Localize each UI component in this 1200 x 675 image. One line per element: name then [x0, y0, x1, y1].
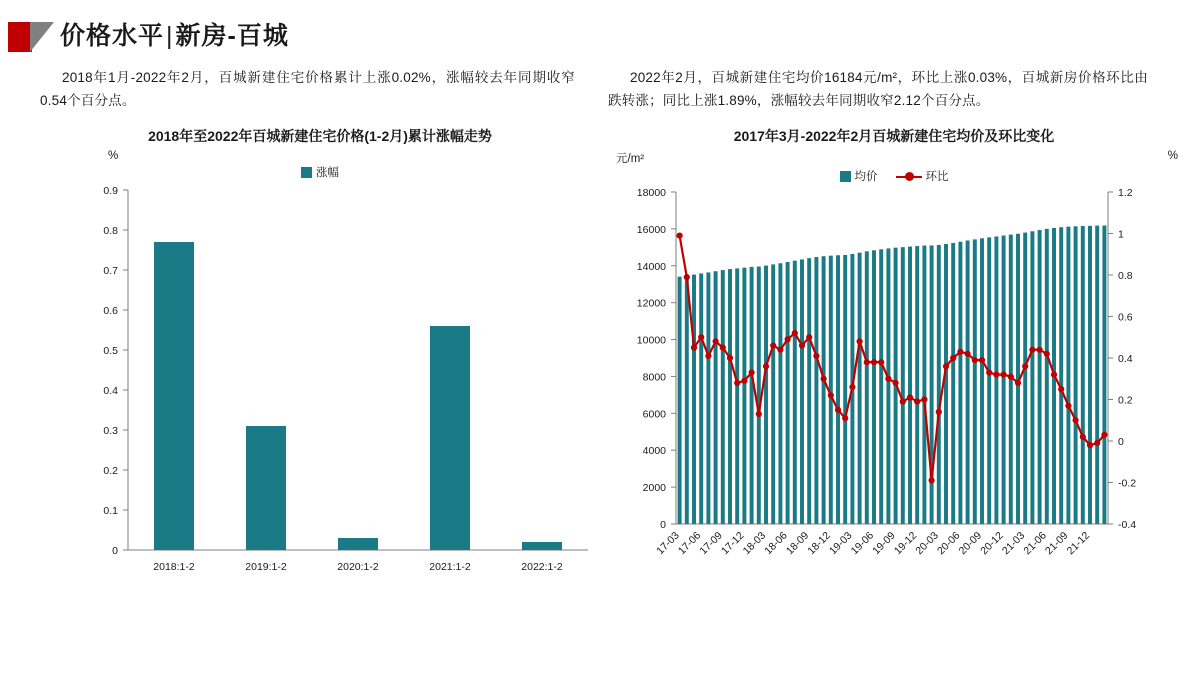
- bar: [886, 248, 890, 524]
- x-axis-category-label: 21-06: [1021, 529, 1049, 558]
- x-axis-category-label: 17-06: [675, 529, 704, 558]
- bar: [1066, 227, 1070, 524]
- y-axis-tick-label: 4000: [642, 445, 666, 458]
- line-marker: [792, 330, 798, 336]
- bar: [836, 255, 840, 524]
- right-lead-text: 2022年2月，百城新建住宅均价16184元/m²，环比上涨0.03%，百城新房价格环比由跌转涨；同比上涨1.89%，涨幅较去年同期收窄2.12个百分点。: [608, 70, 1148, 108]
- line-marker: [857, 338, 863, 344]
- line-marker: [734, 380, 740, 386]
- page-title: [60, 16, 289, 52]
- line-marker: [943, 363, 949, 369]
- line-marker: [993, 372, 999, 378]
- line-marker: [950, 355, 956, 361]
- line-marker: [691, 345, 697, 351]
- line-marker: [957, 349, 963, 355]
- line-marker: [936, 409, 942, 415]
- bar: [246, 426, 286, 550]
- bar: [786, 262, 790, 524]
- line-marker: [871, 359, 877, 365]
- header-mark-icon: [8, 22, 54, 52]
- bar: [800, 259, 804, 524]
- line-marker: [749, 369, 755, 375]
- bar: [757, 267, 761, 524]
- line-marker: [1008, 374, 1014, 380]
- legend-item-junjia: [840, 168, 878, 184]
- bar: [966, 241, 970, 524]
- right-chart-title: 2017年3月-2022年2月百城新建住宅均价及环比变化: [733, 128, 1055, 144]
- line-marker: [763, 363, 769, 369]
- line-marker: [756, 411, 762, 417]
- bar: [1081, 226, 1085, 524]
- legend-swatch-icon: [840, 171, 851, 182]
- bar: [430, 326, 470, 550]
- y-axis-tick-label: 0.9: [103, 185, 118, 197]
- bar: [721, 270, 725, 524]
- bar: [678, 277, 682, 524]
- x-axis-category-label: 19-03: [827, 529, 855, 558]
- bar: [1038, 230, 1042, 524]
- secondary-y-axis-tick-label: 0: [1118, 436, 1124, 448]
- line-marker: [741, 378, 747, 384]
- x-axis-category-label: 20-09: [956, 529, 985, 558]
- x-axis-category-label: 2020:1-2: [337, 561, 379, 573]
- line-marker: [1051, 372, 1057, 378]
- y-axis-tick-label: 18000: [636, 187, 666, 199]
- x-axis-category-label: 17-03: [654, 529, 682, 558]
- line-marker: [849, 384, 855, 390]
- line-marker: [1001, 372, 1007, 378]
- line-marker: [677, 232, 683, 238]
- bar: [764, 266, 768, 524]
- x-axis-category-label: 19-09: [870, 529, 898, 558]
- secondary-y-axis-tick-label: -0.2: [1118, 477, 1137, 490]
- line-marker: [705, 353, 711, 359]
- y-axis-tick-label: 0.3: [103, 425, 118, 437]
- line-marker: [1080, 434, 1086, 440]
- line-marker: [979, 357, 985, 363]
- line-marker: [1087, 442, 1093, 448]
- bar: [822, 256, 826, 524]
- x-axis-category-label: 20-06: [935, 529, 963, 558]
- bar: [858, 253, 862, 524]
- bar: [951, 243, 955, 524]
- right-chart-svg: [608, 184, 1180, 599]
- x-axis-category-label: 19-12: [891, 529, 920, 558]
- y-axis-tick-label: 10000: [636, 334, 666, 347]
- bar: [338, 538, 378, 550]
- page-title-sub: 新房-百城: [175, 22, 289, 50]
- bar: [1030, 231, 1034, 524]
- x-axis-category-label: 2018:1-2: [153, 561, 195, 573]
- x-axis-category-label: 20-03: [913, 529, 941, 558]
- right-combo-chart: [608, 184, 1180, 599]
- line-marker: [698, 334, 704, 340]
- line-marker: [1065, 403, 1071, 409]
- bar: [908, 247, 912, 524]
- x-axis-category-label: 18-12: [805, 529, 833, 558]
- line-marker: [1073, 417, 1079, 423]
- line-marker: [720, 345, 726, 351]
- x-axis-category-label: 2021:1-2: [429, 561, 471, 573]
- y-axis-tick-label: 0: [660, 519, 666, 531]
- line-marker: [1058, 386, 1064, 392]
- right-axis-units: [608, 150, 1180, 166]
- right-axis-unit-left: 元/m²: [616, 153, 645, 165]
- line-marker: [1029, 347, 1035, 353]
- left-axis-unit: %: [108, 150, 119, 162]
- line-marker: [1094, 440, 1100, 446]
- left-chart-title: 2018年至2022年百城新建住宅价格(1-2月)累计涨幅走势: [148, 128, 492, 144]
- y-axis-tick-label: 0.1: [103, 505, 118, 517]
- x-axis-category-label: 18-09: [783, 529, 812, 558]
- bar: [714, 271, 718, 524]
- bar: [937, 245, 941, 524]
- bar: [692, 275, 696, 524]
- page-title-separator: |: [166, 22, 174, 50]
- y-axis-tick-label: 0.6: [103, 305, 118, 317]
- secondary-y-axis-tick-label: 0.4: [1118, 353, 1133, 365]
- legend-line-icon: [896, 171, 922, 182]
- bar: [793, 261, 797, 524]
- bar: [1088, 226, 1092, 524]
- y-axis-tick-label: 6000: [642, 408, 666, 421]
- x-axis-category-label: 21-09: [1043, 529, 1071, 558]
- bar: [1002, 236, 1006, 524]
- legend-label: 环比: [925, 171, 949, 183]
- left-column: [40, 66, 600, 595]
- right-chart-legend: [608, 168, 1180, 184]
- bar: [879, 249, 883, 524]
- line-marker: [806, 334, 812, 340]
- bar: [522, 542, 562, 550]
- y-axis-tick-label: 16000: [636, 223, 666, 236]
- line-marker: [965, 351, 971, 357]
- legend-item-huanbi: [896, 168, 949, 184]
- bar: [771, 264, 775, 524]
- line-marker: [1037, 347, 1043, 353]
- bar: [865, 251, 869, 524]
- line-marker: [842, 415, 848, 421]
- x-axis-category-label: 19-06: [848, 529, 877, 558]
- y-axis-tick-label: 0.5: [103, 345, 118, 357]
- bar: [154, 242, 194, 550]
- bar: [685, 276, 689, 524]
- line-marker: [799, 342, 805, 348]
- bar: [699, 273, 703, 524]
- bar: [958, 242, 962, 524]
- y-axis-tick-label: 0.4: [103, 385, 118, 397]
- line-marker: [885, 376, 891, 382]
- bar: [922, 246, 926, 524]
- y-axis-tick-label: 0.7: [103, 265, 118, 277]
- line-marker: [1022, 363, 1028, 369]
- line-marker: [907, 394, 913, 400]
- legend-label: 涨幅: [316, 167, 339, 179]
- bar: [735, 268, 739, 524]
- x-axis-category-label: 2022:1-2: [521, 561, 563, 573]
- x-axis-category-label: 21-12: [1064, 529, 1093, 558]
- line-marker: [835, 407, 841, 413]
- bar: [1059, 227, 1063, 524]
- x-axis-category-label: 17-09: [697, 529, 725, 558]
- line-marker: [1015, 380, 1021, 386]
- slide-header: [0, 14, 1200, 58]
- line-marker: [727, 355, 733, 361]
- bar: [944, 244, 948, 524]
- y-axis-tick-label: 0: [112, 545, 118, 557]
- line-marker: [914, 398, 920, 404]
- line-marker: [1044, 351, 1050, 357]
- line-marker: [1101, 432, 1107, 438]
- line-marker: [821, 376, 827, 382]
- line-marker: [921, 396, 927, 402]
- y-axis-tick-label: 0.2: [103, 465, 118, 477]
- line-marker: [713, 338, 719, 344]
- line-marker: [770, 342, 776, 348]
- line-marker: [684, 274, 690, 280]
- line-marker: [785, 336, 791, 342]
- y-axis-tick-label: 14000: [636, 260, 666, 273]
- line-marker: [878, 359, 884, 365]
- bar: [973, 239, 977, 524]
- legend-item-zhangfu: [301, 164, 339, 180]
- x-axis-category-label: 2019:1-2: [245, 561, 287, 573]
- bar: [915, 246, 919, 524]
- secondary-y-axis-tick-label: -0.4: [1118, 519, 1137, 531]
- bar: [1074, 226, 1078, 524]
- line-marker: [986, 369, 992, 375]
- left-bar-chart: [40, 180, 600, 595]
- x-axis-category-label: 18-06: [762, 529, 790, 558]
- line-marker: [972, 357, 978, 363]
- page-title-main: 价格水平: [60, 22, 165, 50]
- y-axis-tick-label: 12000: [636, 297, 666, 310]
- x-axis-category-label: 17-12: [719, 529, 747, 558]
- x-axis-category-label: 20-12: [978, 529, 1006, 558]
- bar: [728, 269, 732, 524]
- secondary-y-axis-tick-label: 1.2: [1118, 187, 1133, 199]
- bar: [742, 268, 746, 524]
- right-axis-unit-right: %: [1167, 150, 1178, 162]
- legend-swatch-icon: [301, 167, 312, 178]
- bar: [778, 263, 782, 524]
- y-axis-tick-label: 8000: [642, 371, 666, 384]
- line-marker: [929, 477, 935, 483]
- line-marker: [900, 398, 906, 404]
- y-axis-tick-label: 0.8: [103, 225, 118, 237]
- left-lead-text: 2018年1月-2022年2月，百城新建住宅价格累计上涨0.02%，涨幅较去年同期收窄0.54个百分点。: [40, 70, 575, 108]
- bar: [1023, 233, 1027, 524]
- bar: [994, 236, 998, 524]
- secondary-y-axis-tick-label: 1: [1118, 228, 1124, 241]
- bar: [1102, 225, 1106, 524]
- secondary-y-axis-tick-label: 0.8: [1118, 270, 1133, 282]
- bar: [843, 255, 847, 524]
- left-chart-svg: [40, 180, 600, 595]
- bar: [901, 247, 905, 524]
- x-axis-category-label: 21-03: [999, 529, 1028, 558]
- line-marker: [828, 392, 834, 398]
- bar: [706, 272, 710, 524]
- x-axis-category-label: 18-03: [740, 529, 769, 558]
- bar: [987, 237, 991, 524]
- secondary-y-axis-tick-label: 0.6: [1118, 311, 1133, 324]
- bar: [1045, 229, 1049, 524]
- bar: [872, 250, 876, 524]
- bar: [807, 258, 811, 524]
- bar: [980, 238, 984, 524]
- line-marker: [864, 359, 870, 365]
- line-marker: [777, 347, 783, 353]
- bar: [1095, 226, 1099, 524]
- legend-label: 均价: [854, 171, 878, 183]
- line-marker: [893, 380, 899, 386]
- bar: [814, 257, 818, 524]
- left-chart-legend: [40, 164, 600, 180]
- line-marker: [813, 353, 819, 359]
- y-axis-tick-label: 2000: [642, 482, 666, 495]
- right-column: [608, 66, 1180, 599]
- secondary-y-axis-tick-label: 0.2: [1118, 394, 1133, 407]
- bar: [750, 267, 754, 524]
